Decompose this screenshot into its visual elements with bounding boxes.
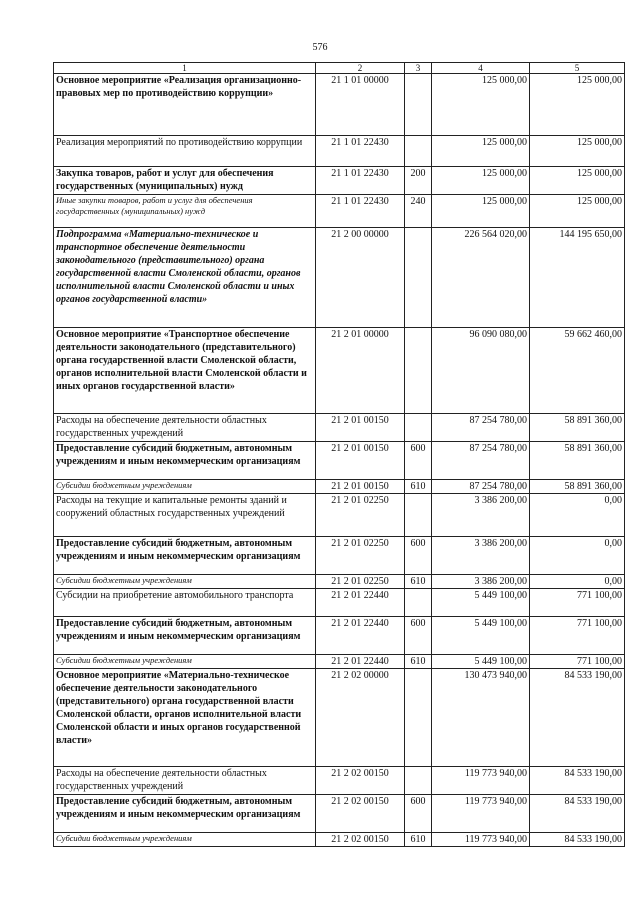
- amount-year-1: 226 564 020,00: [432, 228, 530, 328]
- target-code: 21 2 01 02250: [316, 575, 405, 589]
- table-row: [54, 833, 625, 847]
- expense-type-code: 240: [405, 195, 432, 228]
- target-code: 21 2 01 22440: [316, 617, 405, 655]
- target-code: 21 2 01 22440: [316, 589, 405, 617]
- amount-year-2: 0,00: [530, 537, 625, 575]
- amount-year-1: 3 386 200,00: [432, 537, 530, 575]
- expense-type-code: 200: [405, 167, 432, 195]
- table-row: [54, 494, 625, 537]
- amount-year-1: 3 386 200,00: [432, 575, 530, 589]
- table-row: [54, 414, 625, 442]
- budget-item-name: Расходы на обеспечение деятельности областных государственных учреждений: [54, 414, 316, 442]
- table-row: [54, 228, 625, 328]
- expense-type-code: [405, 136, 432, 167]
- page-number: 576: [312, 42, 328, 53]
- budget-item-name: Субсидии бюджетным учреждениям: [54, 575, 316, 589]
- target-code: 21 2 01 22440: [316, 655, 405, 669]
- table-row: [54, 136, 625, 167]
- target-code: 21 2 02 00150: [316, 767, 405, 795]
- table-row: [54, 442, 625, 480]
- target-code: 21 2 01 02250: [316, 537, 405, 575]
- amount-year-1: 87 254 780,00: [432, 442, 530, 480]
- amount-year-1: 130 473 940,00: [432, 669, 530, 767]
- budget-item-name: Расходы на обеспечение деятельности областных государственных учреждений: [54, 767, 316, 795]
- target-code: 21 2 00 00000: [316, 228, 405, 328]
- target-code: 21 2 02 00000: [316, 669, 405, 767]
- table-row: [54, 617, 625, 655]
- budget-item-name: Предоставление субсидий бюджетным, автономным учреждениям и иным некоммерческим организациям: [54, 795, 316, 833]
- expense-type-code: 600: [405, 795, 432, 833]
- expense-type-code: 600: [405, 537, 432, 575]
- amount-year-2: 125 000,00: [530, 136, 625, 167]
- budget-item-name: Основное мероприятие «Материально-техническое обеспечение деятельности законодательного (представительного) органа государственной власти Смоленской области, органов исполнительной власти Смоленской области и иных органов государственной власти»: [54, 669, 316, 767]
- amount-year-2: 59 662 460,00: [530, 328, 625, 414]
- amount-year-2: 0,00: [530, 575, 625, 589]
- amount-year-2: 58 891 360,00: [530, 480, 625, 494]
- target-code: 21 2 01 00150: [316, 480, 405, 494]
- amount-year-1: 119 773 940,00: [432, 795, 530, 833]
- amount-year-2: 0,00: [530, 494, 625, 537]
- amount-year-1: 125 000,00: [432, 167, 530, 195]
- column-header: 5: [530, 63, 625, 74]
- expense-type-code: [405, 228, 432, 328]
- expense-type-code: 610: [405, 575, 432, 589]
- table-row: [54, 767, 625, 795]
- budget-item-name: Основное мероприятие «Реализация организационно-правовых мер по противодействию коррупции»: [54, 74, 316, 136]
- budget-item-name: Предоставление субсидий бюджетным, автономным учреждениям и иным некоммерческим организациям: [54, 617, 316, 655]
- expense-type-code: [405, 414, 432, 442]
- expense-type-code: [405, 494, 432, 537]
- amount-year-2: 84 533 190,00: [530, 833, 625, 847]
- expense-type-code: [405, 767, 432, 795]
- expense-type-code: [405, 74, 432, 136]
- budget-item-name: Предоставление субсидий бюджетным, автономным учреждениям и иным некоммерческим организациям: [54, 442, 316, 480]
- expense-type-code: 610: [405, 480, 432, 494]
- table-row: [54, 74, 625, 136]
- column-header: 1: [54, 63, 316, 74]
- amount-year-2: 84 533 190,00: [530, 795, 625, 833]
- target-code: 21 2 01 02250: [316, 494, 405, 537]
- expense-type-code: 600: [405, 442, 432, 480]
- expense-type-code: 600: [405, 617, 432, 655]
- budget-item-name: Субсидии бюджетным учреждениям: [54, 655, 316, 669]
- amount-year-1: 5 449 100,00: [432, 655, 530, 669]
- table-row: [54, 655, 625, 669]
- table-row: [54, 328, 625, 414]
- table-row: [54, 669, 625, 767]
- amount-year-1: 87 254 780,00: [432, 480, 530, 494]
- expense-type-code: [405, 328, 432, 414]
- column-header: 3: [405, 63, 432, 74]
- target-code: 21 1 01 22430: [316, 136, 405, 167]
- table-row: [54, 537, 625, 575]
- budget-item-name: Субсидии бюджетным учреждениям: [54, 480, 316, 494]
- amount-year-2: 84 533 190,00: [530, 669, 625, 767]
- amount-year-2: 771 100,00: [530, 589, 625, 617]
- target-code: 21 2 01 00000: [316, 328, 405, 414]
- header-row: [54, 63, 625, 74]
- amount-year-2: 58 891 360,00: [530, 414, 625, 442]
- amount-year-1: 3 386 200,00: [432, 494, 530, 537]
- budget-item-name: Субсидии на приобретение автомобильного транспорта: [54, 589, 316, 617]
- expense-type-code: [405, 669, 432, 767]
- amount-year-1: 119 773 940,00: [432, 833, 530, 847]
- budget-item-name: Подпрограмма «Материально-техническое и транспортное обеспечение деятельности законодательного (представительного) органа государственной власти Смоленской области, органов исполнительной власти Смоленской области и иных органов государственной власти»: [54, 228, 316, 328]
- budget-table: [53, 62, 625, 847]
- amount-year-1: 87 254 780,00: [432, 414, 530, 442]
- table-row: [54, 167, 625, 195]
- amount-year-2: 125 000,00: [530, 195, 625, 228]
- budget-item-name: Закупка товаров, работ и услуг для обеспечения государственных (муниципальных) нужд: [54, 167, 316, 195]
- column-header: 2: [316, 63, 405, 74]
- amount-year-1: 125 000,00: [432, 74, 530, 136]
- amount-year-1: 125 000,00: [432, 136, 530, 167]
- amount-year-1: 5 449 100,00: [432, 617, 530, 655]
- target-code: 21 2 02 00150: [316, 833, 405, 847]
- amount-year-2: 771 100,00: [530, 617, 625, 655]
- budget-item-name: Предоставление субсидий бюджетным, автономным учреждениям и иным некоммерческим организациям: [54, 537, 316, 575]
- budget-item-name: Субсидии бюджетным учреждениям: [54, 833, 316, 847]
- table-row: [54, 795, 625, 833]
- table-row: [54, 195, 625, 228]
- table-row: [54, 575, 625, 589]
- target-code: 21 1 01 22430: [316, 167, 405, 195]
- table-row: [54, 589, 625, 617]
- budget-item-name: Иные закупки товаров, работ и услуг для обеспечения государственных (муниципальных) нужд: [54, 195, 316, 228]
- amount-year-1: 119 773 940,00: [432, 767, 530, 795]
- amount-year-2: 125 000,00: [530, 74, 625, 136]
- target-code: 21 1 01 00000: [316, 74, 405, 136]
- amount-year-1: 96 090 080,00: [432, 328, 530, 414]
- amount-year-2: 144 195 650,00: [530, 228, 625, 328]
- target-code: 21 2 02 00150: [316, 795, 405, 833]
- budget-item-name: Расходы на текущие и капитальные ремонты зданий и сооружений областных государственных учреждений: [54, 494, 316, 537]
- amount-year-1: 125 000,00: [432, 195, 530, 228]
- expense-type-code: 610: [405, 833, 432, 847]
- budget-item-name: Основное мероприятие «Транспортное обеспечение деятельности законодательного (представительного) органа государственной власти Смоленской области, органов исполнительной власти Смоленской области и иных органов государственной власти»: [54, 328, 316, 414]
- table-row: [54, 480, 625, 494]
- expense-type-code: 610: [405, 655, 432, 669]
- column-header: 4: [432, 63, 530, 74]
- expense-type-code: [405, 589, 432, 617]
- amount-year-1: 5 449 100,00: [432, 589, 530, 617]
- amount-year-2: 58 891 360,00: [530, 442, 625, 480]
- budget-item-name: Реализация мероприятий по противодействию коррупции: [54, 136, 316, 167]
- target-code: 21 1 01 22430: [316, 195, 405, 228]
- target-code: 21 2 01 00150: [316, 442, 405, 480]
- amount-year-2: 771 100,00: [530, 655, 625, 669]
- target-code: 21 2 01 00150: [316, 414, 405, 442]
- amount-year-2: 84 533 190,00: [530, 767, 625, 795]
- amount-year-2: 125 000,00: [530, 167, 625, 195]
